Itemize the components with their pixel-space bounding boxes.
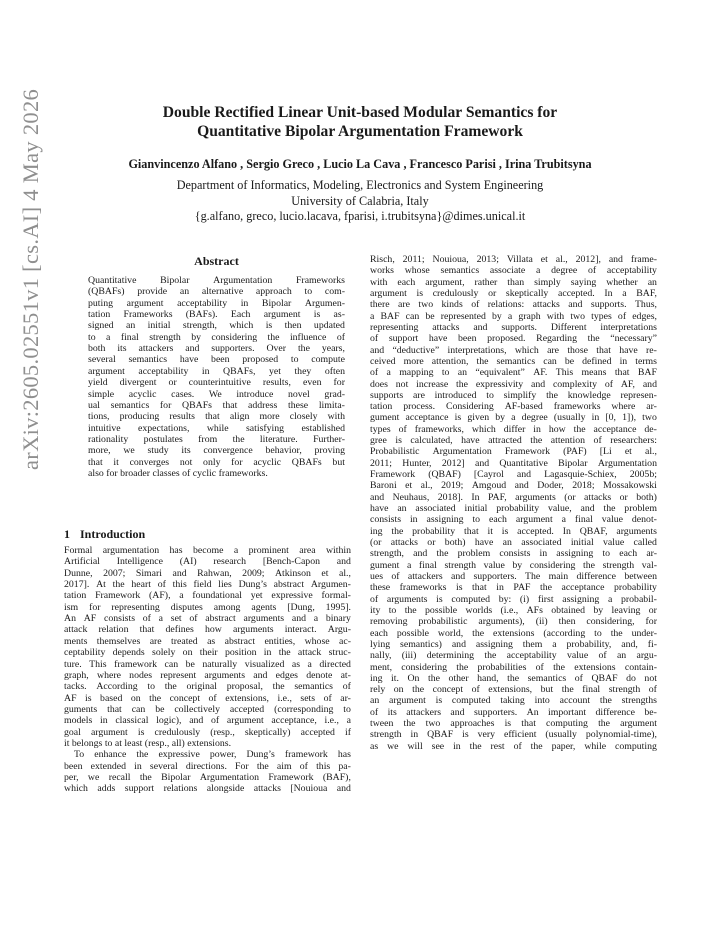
text-line: have an associated initial probability value, and the problem	[370, 503, 657, 515]
text-line: Quantitative Bipolar Argumentation Frameworks	[88, 275, 345, 286]
text-line: and Neuhaus, 2018]. In PAF, arguments (or attacks or both)	[370, 491, 657, 503]
text-line: models in classical logic), and of argument acceptance, i.e., a	[64, 715, 351, 727]
text-line: of support have been proposed. Regarding the “necessary”	[370, 333, 657, 345]
text-line: it belongs to at least (resp., all) extensions.	[64, 737, 232, 749]
text-line: rationality postulates from the literature. Further-	[88, 433, 345, 445]
text-line: removing probabilistic arguments), (ii) then considering, for	[370, 616, 657, 628]
text-line: graph, where nodes represent arguments and edges denote at-	[64, 669, 351, 681]
text-line: more, we study its convergence behavior, proving	[88, 445, 345, 457]
text-line: ity to the possible worlds (i.e., AFs obtained by leaving or	[370, 604, 657, 616]
text-line: also for broader classes of cyclic frameworks.	[88, 467, 268, 479]
text-line: which adds support relations alongside attacks [Nouioua and	[64, 783, 351, 795]
text-line: rely on the concept of extensions, but the final strength of	[370, 684, 657, 696]
title-line: Quantitative Bipolar Argumentation Framework	[197, 123, 523, 140]
text-line: Baroni et al., 2019; Amgoud and Doder, 2018; Mossakowski	[370, 480, 657, 492]
text-line: puting argument acceptability in Bipolar Argumen-	[88, 297, 345, 309]
text-line: and “deductive” interpretations, which are those that have re-	[370, 344, 657, 356]
text-line: ture. This framework can be naturally visualized as a directed	[64, 658, 351, 670]
text-line: (QBAFs) provide an alternative approach to com-	[88, 286, 345, 298]
email-line: {g.alfano, greco, lucio.lacava, fparisi, i.trubitsyna}@dimes.unical.it	[194, 209, 526, 223]
text-line: ceived more attention, the semantics can be defined in terms	[370, 355, 657, 367]
text-line: both its attackers and supporters. Over the years,	[88, 343, 345, 355]
text-line: Artificial Intelligence (AI) research [Bench-Capon and	[64, 556, 351, 568]
text-line: as we will see in the rest of the paper, while computing	[370, 740, 657, 752]
text-line: (or attacks or both) have an associated initial value called	[370, 537, 657, 548]
text-line: ment, considering the probabilities of the extensions contain-	[370, 661, 657, 673]
text-line: to a final strength by considering the influence of	[88, 331, 345, 343]
text-line: of its attackers and supporters. An important difference be-	[370, 706, 657, 718]
text-line: 2017]. At the heart of this field lies Dung’s abstract Argumen-	[64, 579, 351, 591]
text-line: of arguments is computed by: (i) first assigning a probabil-	[370, 593, 657, 605]
text-line: attack relation that defines how arguments interact. Argu-	[64, 624, 351, 636]
text-line: Probabilistic Argumentation Framework (PAF) [Li et al.,	[370, 446, 657, 458]
text-line: ments themselves are treated as abstract entities, whose ac-	[64, 635, 351, 647]
text-line: been extended in several directions. For the aim of this pa-	[64, 760, 351, 772]
text-line: gree is calculated, have attracted the attention of researchers:	[370, 435, 657, 447]
text-line: argument is credulously or skeptically accepted. In a BAF,	[370, 287, 657, 299]
text-line: lying semantics) and assigning them a probability, and, fi-	[370, 638, 657, 650]
text-line: tacks. According to the original proposal, the semantics of	[64, 681, 351, 693]
text-line: a BAF can be represented by a graph with two types of edges,	[370, 310, 657, 322]
text-line: supports are introduced to simplify the knowledge represen-	[370, 389, 657, 401]
text-line: an argument is computed taking into account the strengths	[370, 695, 657, 707]
text-line: types of frameworks, which differ in how the acceptance de-	[370, 423, 657, 435]
text-line: Framework (QBAF) [Cayrol and Lagasquie-Schiex, 2005b;	[370, 469, 657, 481]
text-line: simple acyclic cases. We introduce novel grad-	[88, 388, 345, 400]
text-line: with each argument, rather than simply saying whether an	[370, 276, 657, 288]
abstract-heading: Abstract	[194, 254, 239, 268]
text-line: tation process. Considering AF-based frameworks where ar-	[370, 401, 657, 413]
arxiv-identifier: arXiv:2605.02551v1 [cs.AI] 4 May 2026	[18, 88, 43, 470]
text-line: tions, producing results that align more closely with	[88, 411, 345, 423]
text-line: works whose semantics associate a degree of acceptability	[370, 265, 657, 277]
text-line: goal argument is credulously (resp., skeptically) accepted if	[64, 726, 351, 738]
affiliation-line: Department of Informatics, Modeling, Electronics and System Engineering	[176, 178, 544, 192]
text-line: gument a final strength value by considering the strength val-	[370, 559, 657, 571]
text-line: strength in QBAF is very efficient (usually polynomial-time),	[370, 729, 657, 741]
text-line: per, we recall the Bipolar Argumentation Framework (BAF),	[64, 772, 351, 783]
author-list: Gianvincenzo Alfano , Sergio Greco , Lucio La Cava , Francesco Parisi , Irina Trubitsyna	[128, 157, 592, 171]
affiliation-line: University of Calabria, Italy	[291, 193, 429, 208]
text-line: argument acceptability in QBAFs, yet they often	[88, 365, 345, 377]
affiliation	[60, 178, 660, 225]
text-line: ual semantics for QBAFs that address these limita-	[88, 399, 345, 411]
text-line: AF is based on the concept of extensions, i.e., sets of ar-	[64, 692, 351, 704]
text-line: Dunne, 2007; Simari and Rahwan, 2009; Atkinson et al.,	[64, 567, 351, 579]
section-heading	[64, 527, 145, 542]
text-line: Risch, 2011; Nouioua, 2013; Villata et al., 2012], and frame-	[370, 254, 657, 265]
text-line: 2011; Hunter, 2012] and Quantitative Bipolar Argumentation	[370, 457, 657, 469]
text-line: signed an initial strength, which is then updated	[88, 320, 345, 332]
title-line: Double Rectified Linear Unit-based Modular Semantics for	[162, 104, 558, 121]
text-line: An AF consists of a set of abstract arguments and a binary	[64, 613, 351, 625]
text-line: ism for representing disputes among agents [Dung, 1995].	[64, 601, 351, 613]
text-line: of a mapping to an “equivalent” AF. This means that BAF	[370, 367, 657, 379]
text-line: Formal argumentation has become a prominent area within	[64, 545, 351, 556]
text-line: ceptability depends solely on their position in the attack struc-	[64, 647, 351, 659]
text-line: representing attacks and supports. Different interpretations	[370, 321, 657, 333]
text-line: tween the two approaches is that computing the argument	[370, 718, 657, 730]
section-number: 1	[64, 527, 70, 541]
text-line: there are two kinds of relations: attacks and supports. Thus,	[370, 299, 657, 311]
text-line: ing the probability that it is accepted. In QBAF, arguments	[370, 525, 657, 537]
text-line: strength, and the problem consists in assigning to each ar-	[370, 548, 657, 560]
text-line: nally, (iii) determining the acceptability value of an argu-	[370, 650, 657, 662]
text-line: does not increase the expressivity and complexity of AF, and	[370, 378, 657, 390]
text-line: tation Framework (AF), a foundational yet expressive formal-	[64, 590, 351, 602]
text-line: ues of attackers and supporters. The main difference between	[370, 570, 657, 582]
text-line: that it converges not only for acyclic QBAFs but	[88, 456, 345, 468]
text-line: yield divergent or counterintuitive results, even for	[88, 377, 345, 389]
text-line: intuitive expectations, while satisfying established	[88, 422, 345, 434]
section-title: Introduction	[80, 527, 146, 541]
text-line: To enhance the expressive power, Dung’s framework has	[74, 749, 351, 761]
text-line: ing it. On the other hand, the semantics of QBAF do not	[370, 672, 657, 684]
text-line: guments that can be collectively accepted (corresponding to	[64, 703, 351, 715]
text-line: tation Frameworks (BAFs). Each argument is as-	[88, 309, 345, 321]
text-line: consists in assigning to each argument a final value denot-	[370, 514, 657, 526]
text-line: several semantics have been proposed to compute	[88, 354, 345, 366]
text-line: gument acceptance is given by a degree (usually in [0, 1]), two	[370, 412, 657, 424]
text-line: each possible world, the extensions (according to the under-	[370, 627, 657, 639]
paper-title	[60, 103, 660, 141]
text-line: these frameworks is that in PAF the acceptance probability	[370, 582, 657, 594]
